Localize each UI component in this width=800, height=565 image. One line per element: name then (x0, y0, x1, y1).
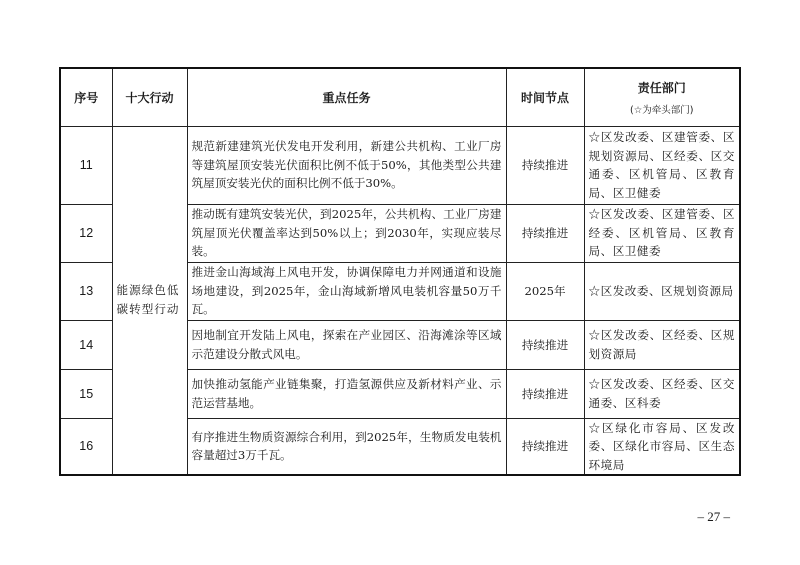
table-row (60, 126, 740, 204)
row-index: 13 (60, 262, 112, 320)
row-time: 持续推进 (506, 320, 584, 369)
row-dept: ☆区绿化市容局、区发改委、区绿化市容局、区生态环境局 (584, 418, 740, 475)
header-dept (584, 68, 740, 126)
header-action: 十大行动 (112, 68, 187, 126)
row-task: 加快推动氢能产业链集聚，打造氢源供应及新材料产业、示范运营基地。 (187, 369, 506, 418)
action-group-cell: 能源绿色低碳转型行动 (112, 126, 187, 475)
row-index: 16 (60, 418, 112, 475)
table-header-row (60, 68, 740, 126)
row-task: 推进金山海域海上风电开发，协调保障电力并网通道和设施场地建设，到2025年，金山海域新增风电装机容量50万千瓦。 (187, 262, 506, 320)
header-index: 序号 (60, 68, 112, 126)
row-index: 15 (60, 369, 112, 418)
header-dept-note: (☆为牵头部门) (630, 104, 694, 116)
row-time: 持续推进 (506, 418, 584, 475)
row-index: 14 (60, 320, 112, 369)
row-task: 规范新建建筑光伏发电开发利用，新建公共机构、工业厂房等建筑屋顶安装光伏面积比例不低于50%，其他类型公共建筑屋顶安装光伏的面积比例不低于30%。 (187, 126, 506, 204)
header-dept-label: 责任部门 (637, 80, 686, 95)
row-dept: ☆区发改委、区建管委、区规划资源局、区经委、区交通委、区机管局、区教育局、区卫健委 (584, 126, 740, 204)
row-time: 持续推进 (506, 126, 584, 204)
row-index: 11 (60, 126, 112, 204)
header-time: 时间节点 (506, 68, 584, 126)
row-task: 因地制宜开发陆上风电，探索在产业园区、沿海滩涂等区域示范建设分散式风电。 (187, 320, 506, 369)
row-task: 有序推进生物质资源综合利用，到2025年，生物质发电装机容量超过3万千瓦。 (187, 418, 506, 475)
row-dept: ☆区发改委、区建管委、区经委、区机管局、区教育局、区卫健委 (584, 204, 740, 262)
page-number: – 27 – (697, 509, 730, 524)
row-time: 持续推进 (506, 369, 584, 418)
row-dept: ☆区发改委、区经委、区规划资源局 (584, 320, 740, 369)
row-time: 2025年 (506, 262, 584, 320)
header-task: 重点任务 (187, 68, 506, 126)
task-table (59, 67, 741, 476)
row-index: 12 (60, 204, 112, 262)
row-time: 持续推进 (506, 204, 584, 262)
row-task: 推动既有建筑安装光伏，到2025年，公共机构、工业厂房建筑屋顶光伏覆盖率达到50%以上；到2030年，实现应装尽装。 (187, 204, 506, 262)
row-dept: ☆区发改委、区经委、区交通委、区科委 (584, 369, 740, 418)
row-dept: ☆区发改委、区规划资源局 (584, 262, 740, 320)
